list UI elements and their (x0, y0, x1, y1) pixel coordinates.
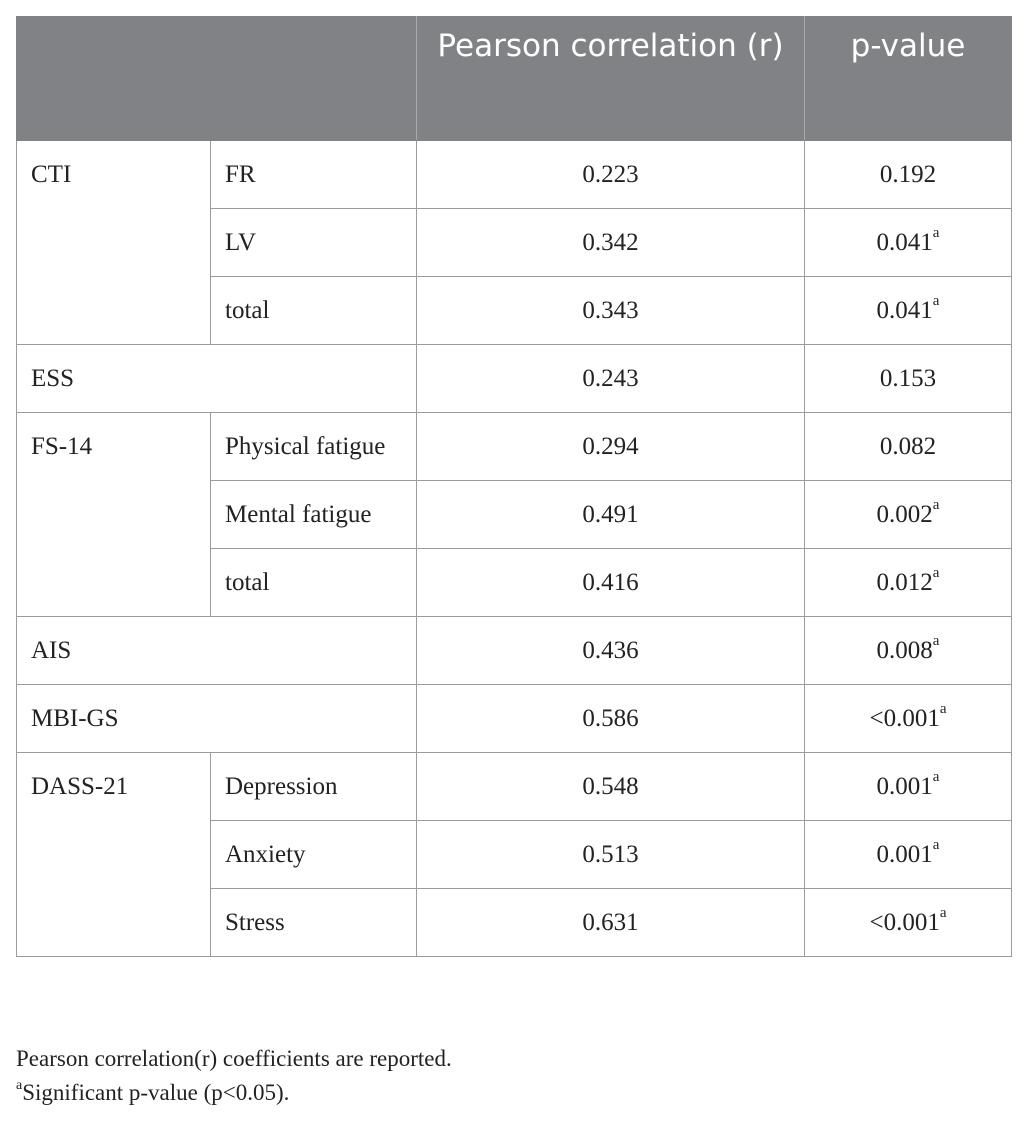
table-header-row (17, 17, 1012, 141)
p-value-cell (805, 753, 1012, 821)
p-value: 0.041 (876, 229, 933, 256)
header-p-value: p-value (805, 17, 1012, 141)
p-value: 0.012 (876, 569, 933, 596)
row-sub-label: Depression (211, 753, 417, 821)
p-value-cell (805, 617, 1012, 685)
pearson-r-value: 0.294 (417, 413, 805, 481)
p-value-cell (805, 549, 1012, 617)
pearson-r-value: 0.586 (417, 685, 805, 753)
p-value-cell (805, 209, 1012, 277)
pearson-r-value: 0.223 (417, 141, 805, 209)
pearson-r-value: 0.491 (417, 481, 805, 549)
pearson-r-value: 0.243 (417, 345, 805, 413)
p-value: 0.001 (876, 773, 933, 800)
p-value: 0.153 (879, 365, 937, 392)
p-value: 0.008 (876, 637, 933, 664)
row-sub-label: LV (211, 209, 417, 277)
p-value-cell (805, 685, 1012, 753)
pearson-r-value: 0.631 (417, 889, 805, 957)
row-group-label: MBI-GS (17, 685, 417, 753)
pearson-r-value: 0.416 (417, 549, 805, 617)
row-group-label: ESS (17, 345, 417, 413)
footnote-mark: a (16, 1078, 23, 1094)
p-value: <0.001 (869, 909, 940, 936)
p-value: 0.002 (876, 501, 933, 528)
p-value-cell (805, 141, 1012, 209)
significance-mark: a (932, 564, 940, 581)
correlation-table-container (16, 16, 1011, 957)
pearson-r-value: 0.436 (417, 617, 805, 685)
significance-mark: a (932, 224, 940, 241)
table-row (17, 345, 1012, 413)
footnote-text: Significant p-value (p<0.05). (22, 1080, 290, 1105)
row-sub-label: total (211, 277, 417, 345)
significance-mark: a (932, 632, 940, 649)
row-sub-label: Stress (211, 889, 417, 957)
row-sub-label: FR (211, 141, 417, 209)
p-value-cell (805, 481, 1012, 549)
row-group-label: FS-14 (17, 413, 211, 617)
pearson-r-value: 0.342 (417, 209, 805, 277)
row-sub-label: Mental fatigue (211, 481, 417, 549)
footnotes (16, 1042, 1011, 1110)
row-sub-label: total (211, 549, 417, 617)
header-pearson-r: Pearson correlation (r) (417, 17, 805, 141)
header-blank (17, 17, 417, 141)
footnote-line-1: Pearson correlation(r) coefficients are reported. (16, 1046, 452, 1071)
p-value: 0.041 (876, 297, 933, 324)
p-value: 0.192 (879, 161, 937, 188)
footnote-line-2 (16, 1076, 1011, 1110)
p-value: 0.082 (879, 433, 937, 460)
row-sub-label: Physical fatigue (211, 413, 417, 481)
row-group-label: CTI (17, 141, 211, 345)
significance-mark: a (939, 700, 947, 717)
row-group-label: AIS (17, 617, 417, 685)
table-body (17, 141, 1012, 957)
pearson-r-value: 0.343 (417, 277, 805, 345)
p-value: 0.001 (876, 841, 933, 868)
significance-mark: a (932, 496, 940, 513)
significance-mark: a (932, 768, 940, 785)
table-row (17, 617, 1012, 685)
row-sub-label: Anxiety (211, 821, 417, 889)
p-value: <0.001 (869, 705, 940, 732)
p-value-cell (805, 889, 1012, 957)
table-row (17, 685, 1012, 753)
correlation-table (16, 16, 1012, 957)
pearson-r-value: 0.513 (417, 821, 805, 889)
p-value-cell (805, 413, 1012, 481)
table-row (17, 413, 1012, 481)
significance-mark: a (939, 904, 947, 921)
significance-mark: a (932, 836, 940, 853)
p-value-cell (805, 821, 1012, 889)
row-group-label: DASS-21 (17, 753, 211, 957)
table-row (17, 141, 1012, 209)
p-value-cell (805, 277, 1012, 345)
table-row (17, 753, 1012, 821)
p-value-cell (805, 345, 1012, 413)
pearson-r-value: 0.548 (417, 753, 805, 821)
significance-mark: a (932, 292, 940, 309)
